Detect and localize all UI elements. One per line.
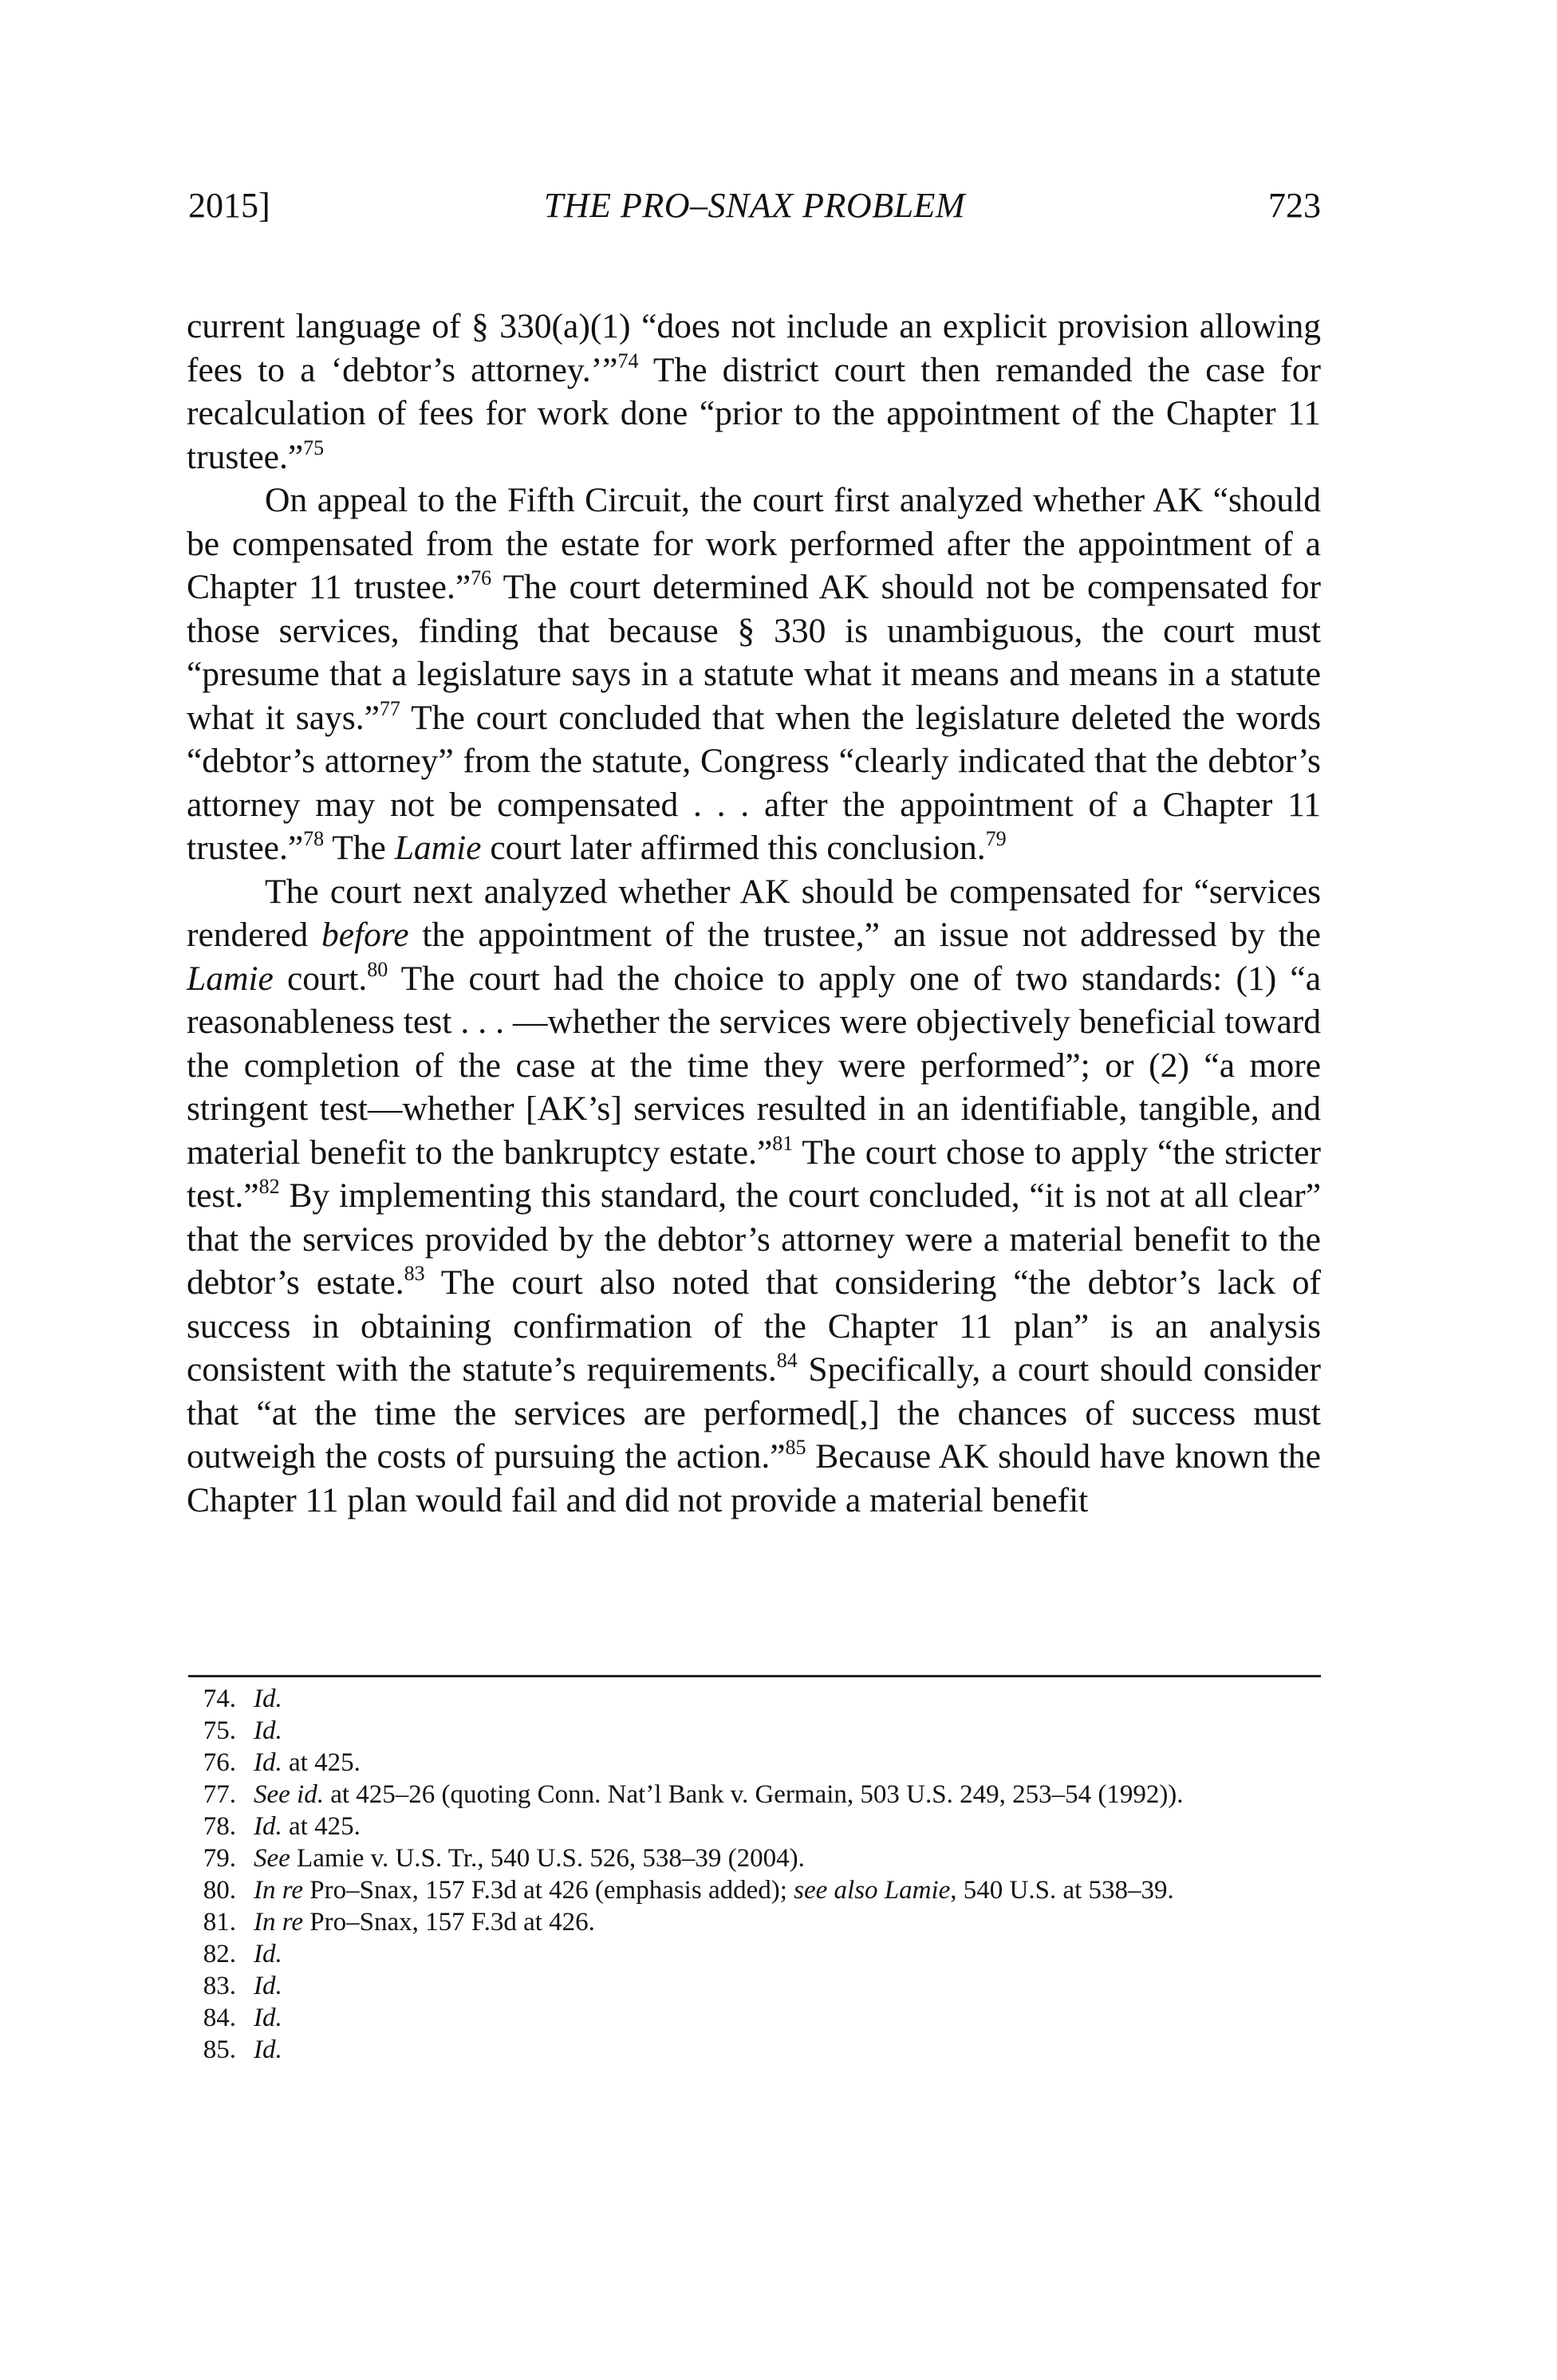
footnote-id: Id. xyxy=(254,1972,282,2000)
footnote-ref-75: 75 xyxy=(303,435,325,459)
p2-text-e: court later affirmed this conclusion. xyxy=(481,829,986,867)
footnote-text xyxy=(188,1970,1321,2002)
main-text xyxy=(187,305,1321,1522)
footnote-number: 84. xyxy=(203,2004,236,2032)
footnote-82 xyxy=(188,1938,1321,1970)
header-page-number: 723 xyxy=(1268,186,1321,225)
footnote-76 xyxy=(188,1747,1321,1779)
footnote-id: id. xyxy=(297,1780,324,1809)
footnote-signal-see: See xyxy=(254,1780,290,1809)
footnote-83 xyxy=(188,1970,1321,2002)
footnote-number: 78. xyxy=(203,1812,236,1841)
footnote-id: Id. xyxy=(254,1716,282,1745)
p3-text-b: the appointment of the trustee,” an issue not addressed by the xyxy=(408,916,1321,954)
footnote-case-name-lamie: Lamie xyxy=(884,1876,951,1905)
p3-text-f: By implementing this standard, the court concluded, “it is not at all clear” that the services provided by the debtor’s attorney were a material benefit to the debtor’s estate. xyxy=(187,1176,1321,1302)
footnote-ref-77: 77 xyxy=(379,696,400,720)
footnote-signal-see: See xyxy=(254,1844,290,1873)
p3-text-i: Because AK should have known the Chapter 11 plan would fail and did not provide a material benefit xyxy=(187,1437,1321,1519)
footnote-id: Id. xyxy=(254,1748,282,1777)
footnote-text xyxy=(188,2034,1321,2066)
footnote-number: 74. xyxy=(203,1685,236,1713)
paragraph-3 xyxy=(187,870,1321,1523)
footnote-80 xyxy=(188,1874,1321,1906)
footnote-75 xyxy=(188,1715,1321,1747)
header-article-title: THE PRO–SNAX PROBLEM xyxy=(543,186,966,225)
running-header xyxy=(188,182,1321,230)
footnote-signal-see-also: see also xyxy=(794,1876,878,1905)
footnote-ref-82: 82 xyxy=(258,1175,280,1198)
footnote-id: Id. xyxy=(254,1940,282,1968)
footnote-number: 80. xyxy=(203,1876,236,1905)
footnote-text xyxy=(188,2002,1321,2034)
footnote-space xyxy=(878,1876,885,1905)
paragraph-1 xyxy=(187,305,1321,479)
footnote-number: 76. xyxy=(203,1748,236,1777)
p1-text-a: current language of § 330(a)(1) “does not include an explicit provision allowing fees to a ‘debtor’s attorney.’” xyxy=(187,307,1321,389)
p2-text-d: The xyxy=(324,829,395,867)
footnote-text xyxy=(188,1715,1321,1747)
footnote-number: 83. xyxy=(203,1972,236,2000)
footnote-ref-76: 76 xyxy=(471,566,492,589)
footnote-citation: at 425–26 (quoting Conn. Nat’l Bank v. Germain, 503 U.S. 249, 253–54 (1992)). xyxy=(323,1780,1184,1809)
p3-emphasis-before: before xyxy=(321,916,409,954)
footnote-text xyxy=(188,1811,1321,1842)
footnote-84 xyxy=(188,2002,1321,2034)
footnote-in-re: In re xyxy=(254,1876,304,1905)
p3-text-g: The court also noted that considering “the debtor’s lack of success in obtaining confirmation of the Chapter 11 plan” is an analysis consistent with the statute’s requirements. xyxy=(187,1263,1321,1389)
p3-case-name-lamie: Lamie xyxy=(187,959,274,998)
p3-text-a: The court next analyzed whether AK should be compensated for “services rendered xyxy=(187,872,1321,954)
footnote-citation-tail: , 540 U.S. at 538–39. xyxy=(950,1876,1174,1905)
footnote-ref-84: 84 xyxy=(776,1349,798,1372)
footnote-81 xyxy=(188,1906,1321,1938)
footnote-ref-85: 85 xyxy=(785,1436,806,1459)
footnote-number: 75. xyxy=(203,1716,236,1745)
footnote-ref-79: 79 xyxy=(985,827,1007,850)
footnote-85 xyxy=(188,2034,1321,2066)
footnote-number: 82. xyxy=(203,1940,236,1968)
footnote-ref-80: 80 xyxy=(367,957,388,981)
footnote-text xyxy=(188,1683,1321,1715)
footnote-in-re: In re xyxy=(254,1908,304,1937)
footnote-77 xyxy=(188,1779,1321,1811)
footnote-78 xyxy=(188,1811,1321,1842)
footnote-79 xyxy=(188,1842,1321,1874)
footnote-number: 85. xyxy=(203,2035,236,2064)
footnote-text xyxy=(188,1938,1321,1970)
p3-text-c: court. xyxy=(273,959,368,998)
footnote-citation: Pro–Snax, 157 F.3d at 426. xyxy=(303,1908,595,1937)
footnote-divider xyxy=(188,1675,1321,1677)
footnote-text xyxy=(188,1906,1321,1938)
footnote-id: Id. xyxy=(254,1685,282,1713)
footnote-ref-83: 83 xyxy=(404,1262,425,1285)
footnote-text xyxy=(188,1874,1321,1906)
p2-text-a: On appeal to the Fifth Circuit, the court first analyzed whether AK “should be compensated from the estate for work performed after the appointment of a Chapter 11 trustee.” xyxy=(187,481,1321,606)
footnote-number: 79. xyxy=(203,1844,236,1873)
footnote-id: Id. xyxy=(254,2004,282,2032)
footnote-ref-74: 74 xyxy=(617,349,639,372)
footnote-text xyxy=(188,1842,1321,1874)
footnote-id: Id. xyxy=(254,2035,282,2064)
p3-text-e: The court chose to apply “the stricter test.” xyxy=(187,1133,1321,1215)
footnote-74 xyxy=(188,1683,1321,1715)
p1-text-b: The district court then remanded the case for recalculation of fees for work done “prior to the appointment of the Chapter 11 trustee.” xyxy=(187,350,1322,476)
footnote-ref-81: 81 xyxy=(772,1131,794,1155)
footnote-text xyxy=(188,1779,1321,1811)
footnote-number: 81. xyxy=(203,1908,236,1937)
p3-text-h: Specifically, a court should consider that “at the time the services are performed[,] the chances of success must outweigh the costs of pursuing the action.” xyxy=(187,1350,1321,1476)
header-volume-year: 2015] xyxy=(188,186,270,225)
footnote-citation: at 425. xyxy=(282,1748,361,1777)
p2-text-c: The court concluded that when the legislature deleted the words “debtor’s attorney” from the statute, Congress “clearly indicated that the debtor’s attorney may not be compensated . . . after the appointment of a Chapter 11 trustee.” xyxy=(187,698,1321,867)
footnote-citation: Lamie v. U.S. Tr., 540 U.S. 526, 538–39 (2004). xyxy=(290,1844,805,1873)
footnote-citation: at 425. xyxy=(282,1812,361,1841)
p2-case-name-lamie: Lamie xyxy=(394,829,482,867)
paragraph-2 xyxy=(187,479,1321,870)
footnote-citation: Pro–Snax, 157 F.3d at 426 (emphasis added); xyxy=(303,1876,794,1905)
footnote-id: Id. xyxy=(254,1812,282,1841)
footnote-number: 77. xyxy=(203,1780,236,1809)
p3-text-d: The court had the choice to apply one of two standards: (1) “a reasonableness test . . . —whether the services were objectively beneficial toward the completion of the case at the time they were performed”; or (2) “a more stringent test—whether [AK’s] services resulted in an identifiable, tangible, and material benefit to the bankruptcy estate.” xyxy=(187,959,1321,1172)
footnote-text xyxy=(188,1747,1321,1779)
footnote-ref-78: 78 xyxy=(303,827,325,850)
p2-text-b: The court determined AK should not be compensated for those services, finding that because § 330 is unambiguous, the court must “presume that a legislature says in a statute what it means and means in a statute what it says.” xyxy=(187,568,1321,737)
footnotes xyxy=(188,1683,1321,2066)
